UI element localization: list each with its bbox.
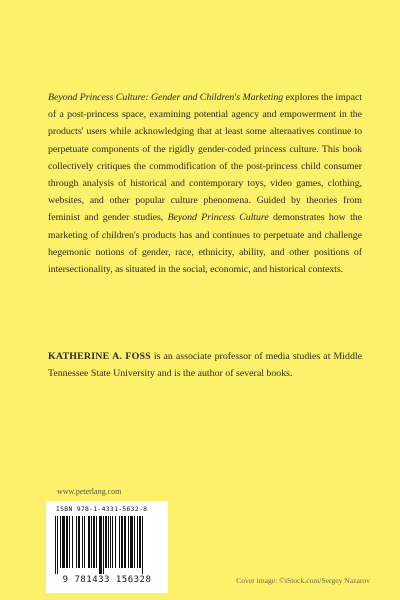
blurb-text-part-1: explores the impact of a post-princess space, examining potential agency and empowerment in the products' users while acknowledging that at least some alternatives continue to perpetuate components of the rigidly gender-coded princess culture. This book collectively critiques the commodification of the post-princess child consumer through analysis of historical and contemporary toys, video games, clothing, websites, and other popular culture phenomena. Guided by theories from feminist and gender studies, [48, 92, 363, 224]
book-title-italic: Beyond Princess Culture: Gender and Children's Marketing [48, 92, 284, 103]
barcode-bar [96, 516, 97, 568]
barcode-bar [66, 516, 68, 568]
author-bio [48, 348, 362, 382]
barcode-bar [112, 516, 113, 568]
barcode-bar [115, 516, 116, 568]
author-bio-text: is an associate professor of media studies at Middle Tennessee State University and is the author of several books. [48, 351, 363, 380]
back-cover-blurb [48, 89, 362, 278]
barcode-bar [137, 516, 138, 568]
barcode-bar [82, 516, 83, 568]
barcode-bar [72, 516, 73, 568]
isbn-digits: 9 781433 156328 [62, 575, 152, 585]
barcode-bar [60, 516, 61, 568]
barcode-bar [78, 516, 80, 568]
barcode-bar [110, 516, 111, 568]
barcode-bar [69, 516, 70, 568]
barcode-bar [139, 516, 141, 568]
barcode-bar [91, 516, 92, 568]
barcode-bar [128, 516, 129, 568]
barcode-bar [76, 516, 77, 568]
barcode-bars [55, 516, 161, 574]
blurb-text-part-2: demonstrates how the marketing of children's products has and continues to perpetuate and challenge hegemonic notions of gender, race, ethnicity, ability, and other positions of intersectionality, as situated in the social, economic, and historical contexts. [48, 212, 362, 276]
barcode-bar [134, 516, 135, 568]
barcode-bar [121, 516, 123, 568]
barcode-bar [105, 516, 107, 568]
barcode-bar [108, 516, 109, 568]
barcode-bar [103, 516, 104, 574]
isbn-barcode [46, 501, 168, 593]
author-name: KATHERINE A. FOSS [48, 351, 151, 362]
book-title-short-italic: Beyond Princess Culture [167, 212, 269, 224]
publisher-website-link[interactable]: www.peterlang.com [57, 487, 122, 496]
barcode-bar [130, 516, 133, 568]
barcode-bar [57, 516, 58, 574]
barcode-bar [93, 516, 95, 568]
isbn-label: ISBN 978-1-4331-5632-8 [56, 505, 148, 513]
barcode-bar [55, 516, 56, 574]
barcode-bar [142, 516, 143, 574]
barcode-bar [88, 516, 90, 568]
barcode-bar [99, 516, 102, 574]
barcode-bar [119, 516, 120, 568]
barcode-bar [84, 516, 85, 568]
barcode-bar [124, 516, 126, 568]
cover-image-credit: Cover image: ©iStock.com/Sergey Nazarov [236, 576, 370, 585]
barcode-bar [62, 516, 65, 568]
